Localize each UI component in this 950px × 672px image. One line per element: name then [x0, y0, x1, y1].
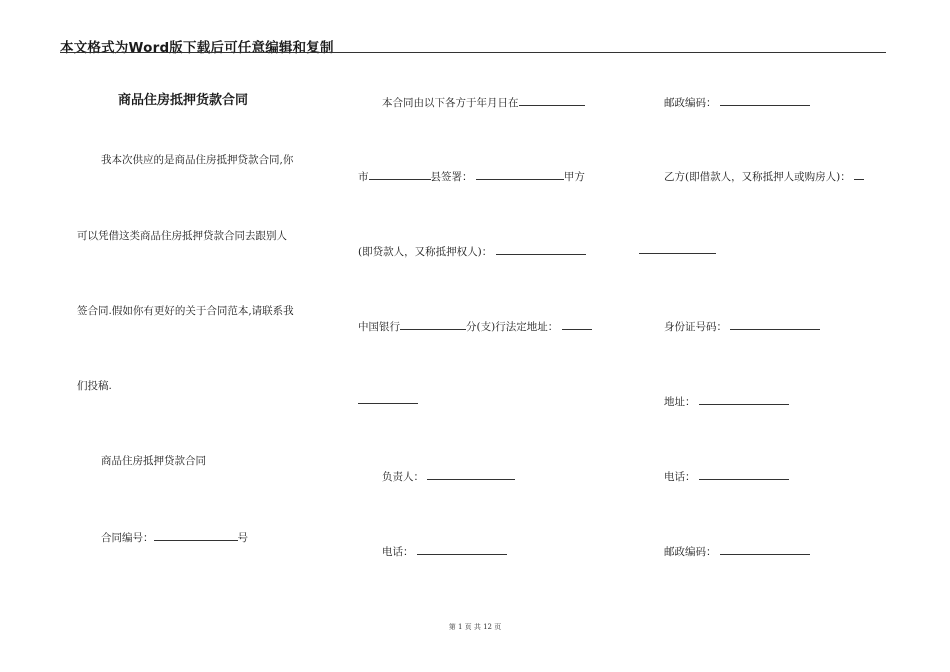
borrower-phone-line — [664, 468, 789, 484]
lender-phone-label: 电话： — [382, 546, 414, 558]
party-b-label: 乙方(即借款人，又称抵押人或购房人)： — [664, 171, 851, 183]
signing-line — [382, 94, 585, 110]
bank-address-line — [358, 318, 592, 334]
contract-number-row — [101, 529, 248, 545]
contract-number-blank — [154, 529, 238, 541]
contract-number-label: 合同编号： — [101, 532, 154, 544]
responsible-blank — [427, 468, 515, 480]
party-b-blank — [854, 168, 864, 180]
intro-line-3: 签合同.假如你有更好的关于合同范本,请联系我 — [77, 305, 294, 317]
intro-line-1: 我本次供应的是商品住房抵押贷款合同,你 — [101, 154, 294, 166]
borrower-phone-label: 电话： — [664, 471, 696, 483]
branch-address-label: 分(支)行法定地址： — [466, 321, 559, 333]
party-b-line — [664, 168, 864, 184]
postcode-label-1: 邮政编码： — [664, 97, 717, 109]
intro-line-4: 们投稿. — [77, 380, 112, 392]
party-a-label: 甲方 — [563, 171, 585, 183]
borrower-phone-blank — [699, 468, 789, 480]
contract-number-suffix: 号 — [237, 532, 248, 544]
address-blank — [699, 393, 789, 405]
lender-label: (即贷款人，又称抵押权人)： — [358, 246, 493, 258]
county-signed-label: 县签署： — [430, 171, 473, 183]
postcode-line-2 — [664, 543, 810, 559]
city-label: 市 — [358, 171, 369, 183]
county-blank — [476, 168, 564, 180]
address-label: 地址： — [664, 396, 696, 408]
lender-phone-line — [382, 543, 507, 559]
responsible-label: 负责人： — [382, 471, 424, 483]
document-header-title: 本文格式为Word版下载后可任意编辑和复制 — [60, 40, 334, 56]
id-number-label: 身份证号码： — [664, 321, 727, 333]
address-line — [664, 393, 789, 409]
lender-blank — [496, 243, 586, 255]
responsible-line — [382, 468, 515, 484]
id-number-blank — [730, 318, 820, 330]
intro-line-2: 可以凭借这类商品住房抵押贷款合同去跟别人 — [77, 230, 287, 242]
lender-line — [358, 243, 586, 259]
bank-label: 中国银行 — [358, 321, 400, 333]
lender-phone-blank — [417, 543, 507, 555]
id-number-line — [664, 318, 820, 334]
contract-subtitle: 商品住房抵押贷款合同 — [101, 455, 206, 467]
page-number: 第 1 页 共 12 页 — [448, 623, 502, 631]
contract-title: 商品住房抵押货款合同 — [118, 93, 249, 108]
city-county-line — [358, 168, 585, 184]
postcode-blank-1 — [720, 94, 810, 106]
signing-place-blank — [519, 94, 585, 106]
city-blank — [369, 168, 431, 180]
bank-branch-blank — [400, 318, 466, 330]
postcode-blank-2 — [720, 543, 810, 555]
postcode-line-1 — [664, 94, 810, 110]
signing-text: 本合同由以下各方于年月日在 — [382, 97, 519, 109]
bank-address-blank-continued — [358, 403, 418, 404]
lender-blank-continued — [639, 253, 716, 254]
postcode-label-2: 邮政编码： — [664, 546, 717, 558]
header-divider — [60, 52, 886, 53]
bank-address-blank — [562, 318, 592, 330]
